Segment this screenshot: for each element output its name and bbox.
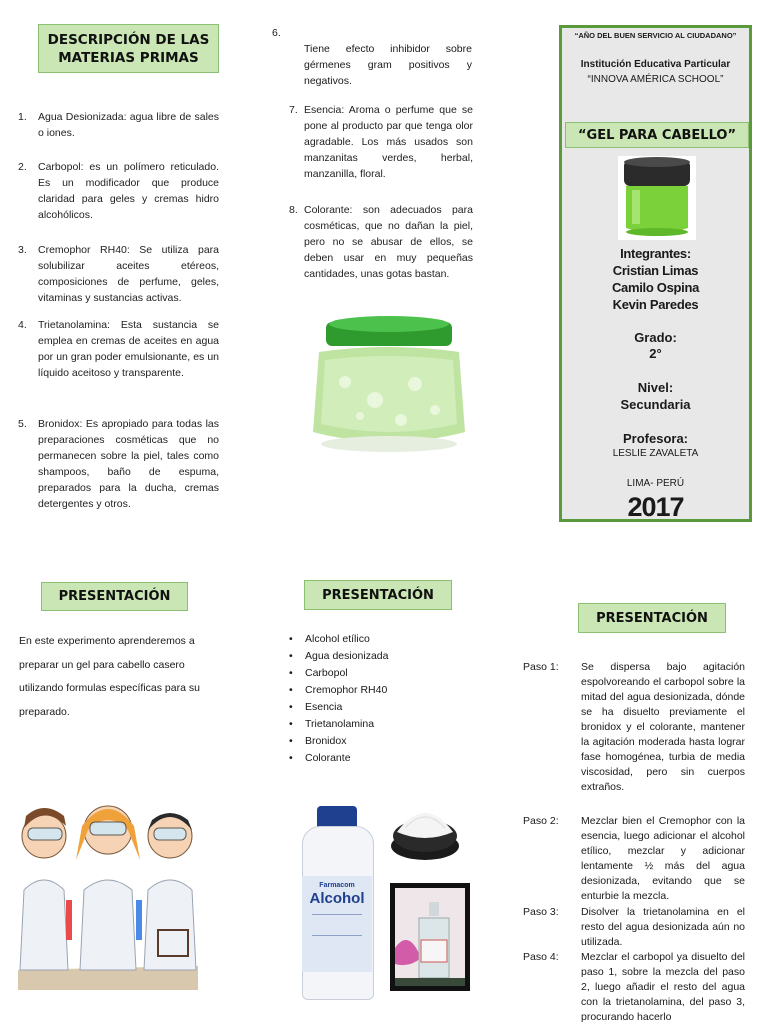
item-number: 7. [289, 104, 298, 116]
presentation-heading [41, 582, 188, 611]
heading-text: PRESENTACIÓN [596, 610, 708, 626]
item-number: 3. [18, 244, 27, 256]
step-label: Paso 3: [523, 906, 559, 918]
gel-jar-image [305, 312, 477, 457]
item-number-6: 6. [272, 27, 281, 39]
intro-paragraph: En este experimento aprenderemos a preparar un gel para cabello casero utilizando formulas específicas para su preparado. [19, 635, 200, 718]
cover-panel [559, 25, 752, 522]
list-item [18, 416, 219, 512]
bottle-label [302, 876, 372, 972]
list-item [18, 109, 219, 141]
item-text: Trietanolamina: Esta sustancia se emplea en cremas de aceites en agua por un gran poder emulsionante, es un líquido aceitoso y transparente. [38, 319, 219, 379]
list-item: • Bronidox [285, 733, 475, 750]
bottle-cap [317, 806, 357, 828]
procedure-step [523, 905, 745, 950]
procedure-step [523, 660, 745, 795]
step-text: Disolver la trietanolamina en el resto del agua desionizada aún no utilizada. [581, 906, 745, 948]
label-lines [312, 914, 362, 936]
cover-title-text: “GEL PARA CABELLO” [578, 127, 736, 143]
step-label: Paso 2: [523, 815, 559, 827]
powder-bowl-image [389, 798, 461, 864]
heading-text: PRESENTACIÓN [322, 587, 434, 603]
members-label: Integrantes: [620, 246, 691, 261]
list-item: • Carbopol [285, 665, 475, 682]
list-item [289, 202, 473, 282]
item-text: Agua Desionizada: agua libre de sales o iones. [38, 111, 219, 139]
list-item [289, 102, 473, 182]
item-number: 8. [289, 204, 298, 216]
item-number: 5. [18, 418, 27, 430]
step-text: Mezclar el carbopol ya disuelto del paso 1, sobre la mezcla del paso 2, luego añadir el resto del agua con la trietanolamina, del paso 3, procurando hacerlo [581, 951, 745, 1023]
motto: “AÑO DEL BUEN SERVICIO AL CIUDADANO” [574, 31, 737, 40]
item-text: Esencia: Aroma o perfume que se pone al producto par que tenga olor agradable. Los más usados son manzanitas verdes, herbal, manzanilla, floral. [304, 104, 473, 180]
list-item: • Cremophor RH40 [285, 682, 475, 699]
list-item [18, 159, 219, 223]
school-type: Institución Educativa Particular [580, 59, 731, 70]
cover-title [565, 122, 749, 148]
member-name: Kevin Paredes [612, 297, 699, 312]
presentation-heading [304, 580, 452, 610]
list-item [18, 242, 219, 306]
heading-text: PRESENTACIÓN [58, 589, 171, 604]
list-item: • Colorante [285, 750, 475, 767]
item-text: Carbopol: es un polímero reticulado. Es un modificador que produce claridad para geles y cremas hidro alcohólicos. [38, 161, 219, 221]
list-item: • Trietanolamina [285, 716, 475, 733]
teacher-name: LESLIE ZAVALETA [612, 448, 699, 459]
item-number: 1. [18, 111, 27, 123]
place: LIMA- PERÚ [626, 478, 685, 489]
bottle-brand: Farmacom [319, 882, 355, 889]
step-label: Paso 4: [523, 951, 559, 963]
item-number: 2. [18, 161, 27, 173]
level-label: Nivel: [637, 380, 674, 395]
step-text: Mezclar bien el Cremophor con la esencia, luego adicionar el alcohol etílico, mezclar y adicionar lentamente ½ más del agua desionizada, evitando que se enturbie la mezcla. [581, 815, 745, 902]
member-name: Cristian Limas [612, 263, 699, 278]
year: 2017 [627, 492, 684, 522]
step-text: Se dispersa bajo agitación espolvoreando el carbopol sobre la mitad del agua desionizada, dónde se ha disuelto previamente el bronidox y el colorante, mantener la agitación moderada hasta lograr fase homogénea, turbia de media viscosidad, pero sin cuerpos extraños. [581, 661, 745, 793]
step-label: Paso 1: [523, 661, 559, 673]
heading-text: DESCRIPCIÓN DE LAS MATERIAS PRIMAS [47, 31, 210, 66]
list-item: • Agua desionizada [285, 648, 475, 665]
gel-jar-image [618, 156, 696, 240]
materials-list [285, 631, 475, 767]
procedure-step [523, 814, 745, 904]
reagent-bottle-icon [395, 888, 465, 986]
alcohol-bottle-image [300, 806, 374, 998]
list-item: • Alcohol etílico [285, 631, 475, 648]
item-text: Bronidox: Es apropiado para todas las preparaciones cosméticas que no permanecen sobre la piel, tales como shampoos, baño de espuma, preparados para la ducha, cremas detergentes y otros. [38, 418, 219, 510]
teacher-label: Profesora: [622, 431, 689, 446]
member-name: Camilo Ospina [611, 280, 700, 295]
reagent-bottle-image [390, 883, 470, 991]
scientists-illustration [18, 770, 198, 990]
list-item: • Esencia [285, 699, 475, 716]
list-item-text: Tiene efecto inhibidor sobre gérmenes gram positivos y negativos. [304, 43, 472, 87]
item-text: Cremophor RH40: Se utiliza para solubilizar aceites etéreos, composiciones de perfume, geles, vitaminas y sustancias activas. [38, 244, 219, 304]
materials-description-heading [38, 24, 219, 73]
grade-label: Grado: [634, 330, 677, 345]
item-text: Colorante: son adecuados para cosméticas, que no dañan la piel, pero no se abusar de ellos, se deben usar en muy pequeñas cantidades, unas gotas bastan. [304, 204, 473, 280]
grade-value: 2° [649, 346, 662, 361]
presentation-heading [578, 603, 726, 633]
list-item [18, 317, 219, 381]
level-value: Secundaria [620, 397, 691, 412]
item-number: 4. [18, 319, 27, 331]
school-name: “INNOVA AMÉRICA SCHOOL” [587, 74, 724, 85]
procedure-step [523, 950, 745, 1025]
bottle-label-text: Alcohol [309, 890, 365, 907]
